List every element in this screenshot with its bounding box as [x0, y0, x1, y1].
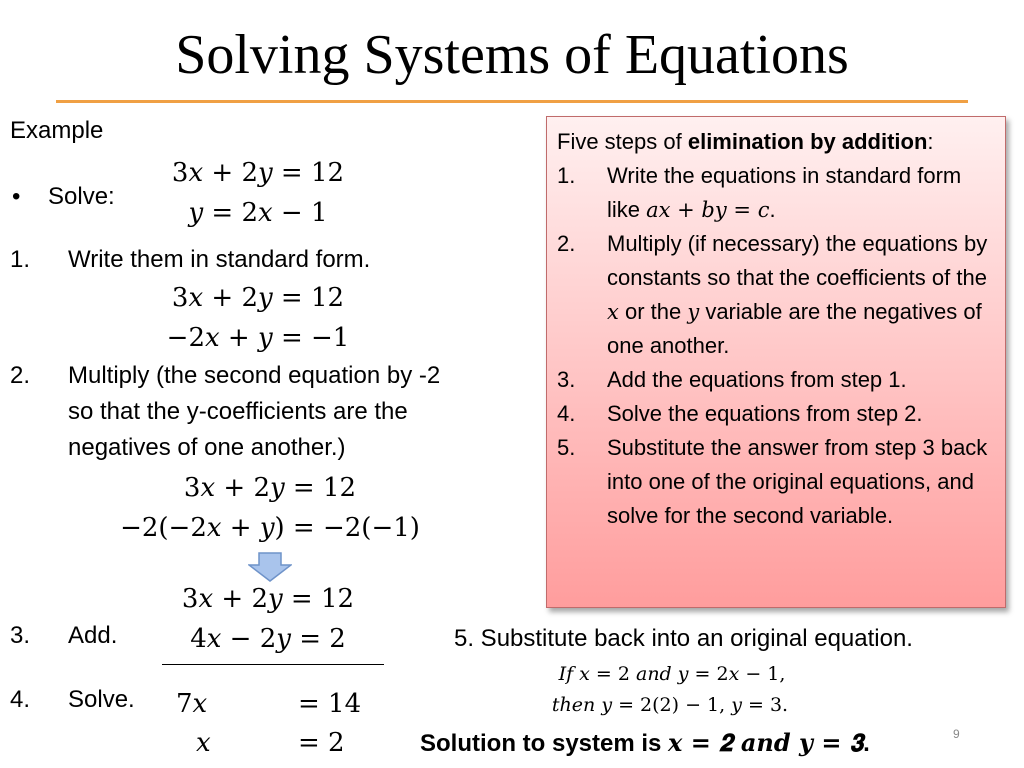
- box-step-number: 2.: [557, 231, 576, 256]
- solution-label: Solution to system is: [420, 730, 669, 757]
- sum-lhs: 7𝑥: [176, 689, 208, 719]
- sum-line: [162, 664, 384, 665]
- system-eq-2: 𝑦 = 2𝑥 − 1: [188, 198, 328, 228]
- added-eq-2: 4𝑥 − 2𝑦 = 2: [190, 624, 346, 654]
- solve-lhs: 𝑥: [196, 728, 211, 758]
- sum-rhs: = 14: [298, 689, 362, 719]
- box-step-3: [557, 363, 997, 397]
- solve-label: Solve:: [48, 183, 115, 210]
- slide-title: Solving Systems of Equations: [175, 24, 849, 86]
- box-step-2: [557, 227, 997, 363]
- multiplied-eq-1: 3𝑥 + 2𝑦 = 12: [183, 473, 357, 503]
- system-eq-1: 3𝑥 + 2𝑦 = 12: [171, 158, 345, 188]
- box-heading-bold: elimination by addition: [687, 129, 928, 154]
- step4-text: Solve.: [68, 686, 135, 713]
- step4-number: 4.: [10, 686, 31, 713]
- box-step-math-x: 𝑥: [607, 300, 619, 324]
- box-step-math-y: 𝑦: [687, 300, 700, 324]
- down-arrow-icon: [248, 552, 292, 582]
- box-heading: [557, 125, 997, 159]
- box-step-text-mid: or the: [618, 299, 688, 324]
- added-eq-1: 3𝑥 + 2𝑦 = 12: [181, 584, 355, 614]
- step2-line-2: so that the y-coefficients are the: [68, 398, 408, 425]
- title-underline: [56, 100, 968, 103]
- solution-math: 𝒙 = 𝟐 𝒂𝒏𝒅 𝒚 = 𝟑: [668, 728, 864, 757]
- box-step-math: 𝑎𝑥 + 𝑏𝑦 = 𝑐: [646, 198, 770, 222]
- solution-statement: [420, 728, 870, 758]
- box-step-number: 1.: [557, 163, 576, 188]
- step2-number: 2.: [10, 362, 31, 389]
- step3-text: Add.: [68, 622, 118, 649]
- box-step-text-end: variable are the negatives of one another.: [607, 299, 982, 358]
- substitution-line-1: 𝐼𝑓 𝑥 = 2 𝑎𝑛𝑑 𝑦 = 2𝑥 − 1,: [558, 663, 786, 685]
- slide-number: 9: [953, 727, 960, 741]
- step1-text: Write them in standard form.: [68, 246, 371, 273]
- box-step-text-end: .: [769, 197, 776, 222]
- step5-text: 5. Substitute back into an original equation.: [454, 625, 913, 652]
- box-step-5: [557, 431, 997, 533]
- box-step-text: Add the equations from step 1.: [607, 367, 907, 392]
- step3-number: 3.: [10, 622, 31, 649]
- standard-eq-1: 3𝑥 + 2𝑦 = 12: [171, 283, 345, 313]
- box-step-number: 5.: [557, 435, 576, 460]
- box-heading-pre: Five steps of: [557, 129, 688, 154]
- box-step-1: [557, 159, 997, 227]
- solution-period: .: [863, 730, 870, 757]
- step2-line-3: negatives of one another.): [68, 434, 346, 461]
- box-step-text: Solve the equations from step 2.: [607, 401, 923, 426]
- multiplied-eq-2: −2(−2𝑥 + 𝑦) = −2(−1): [120, 513, 420, 543]
- box-step-4: [557, 397, 997, 431]
- box-step-number: 3.: [557, 367, 576, 392]
- example-label: Example: [10, 117, 104, 144]
- solve-rhs: = 2: [298, 728, 345, 758]
- box-step-number: 4.: [557, 401, 576, 426]
- step2-line-1: Multiply (the second equation by -2: [68, 362, 441, 389]
- bullet-glyph: •: [12, 183, 21, 210]
- box-heading-post: :: [927, 129, 934, 154]
- box-step-text: Write the equations in standard form like: [607, 163, 962, 222]
- elimination-steps-box: [546, 116, 1006, 608]
- standard-eq-2: −2𝑥 + 𝑦 = −1: [166, 323, 350, 353]
- step1-number: 1.: [10, 246, 31, 273]
- box-step-text: Substitute the answer from step 3 back into one of the original equations, and solve for the second variable.: [607, 435, 988, 528]
- box-step-text: Multiply (if necessary) the equations by constants so that the coefficients of the: [607, 231, 988, 290]
- substitution-line-2: 𝑡ℎ𝑒𝑛 𝑦 = 2(2) − 1, 𝑦 = 3.: [551, 694, 789, 716]
